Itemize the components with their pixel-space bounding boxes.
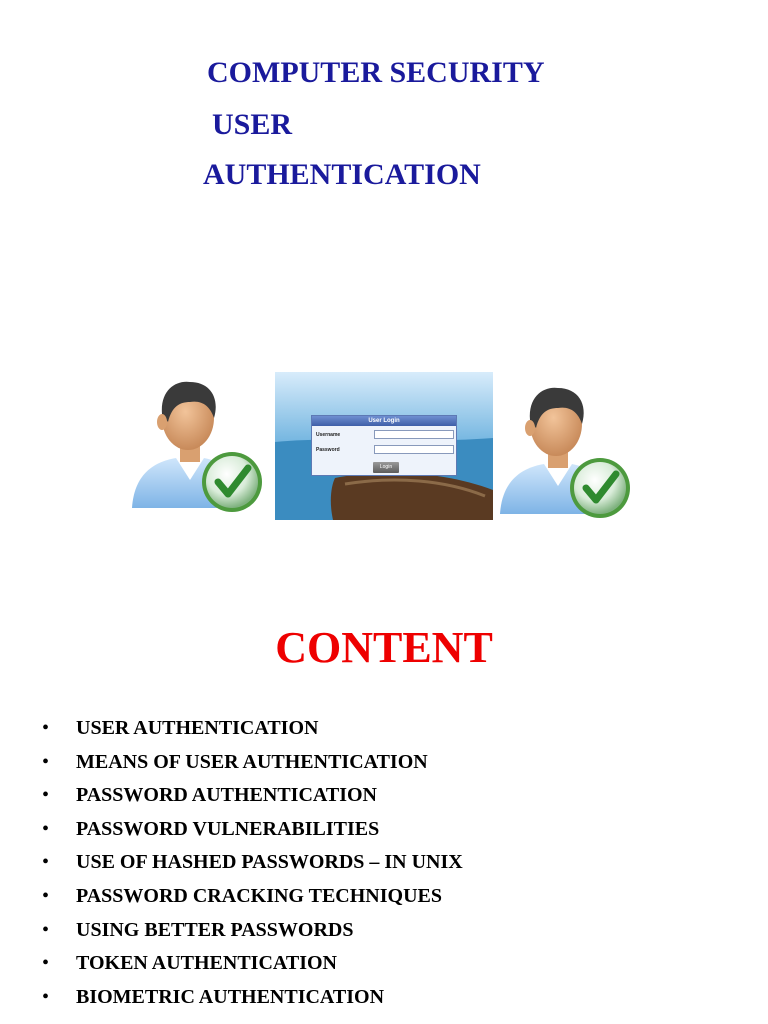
list-item-label: USE OF HASHED PASSWORDS – IN UNIX [76,851,463,874]
list-item-label: PASSWORD VULNERABILITIES [76,817,380,840]
authentication-illustration [0,370,768,525]
list-item-label: PASSWORD AUTHENTICATION [76,784,377,807]
list-item-label: MEANS OF USER AUTHENTICATION [76,750,428,773]
title-line-2: USER [212,108,293,141]
username-label: Username [316,432,341,438]
list-item-label: USING BETTER PASSWORDS [76,918,354,941]
bullet-icon: • [42,985,50,1008]
list-item-label: USER AUTHENTICATION [76,717,319,739]
login-dialog [311,415,457,476]
bullet-icon: • [42,750,50,773]
title-line-3: AUTHENTICATION [203,158,481,191]
bullet-icon: • [42,817,50,840]
title-line-1: COMPUTER SECURITY [207,56,545,89]
bullet-icon: • [42,851,50,874]
username-field [374,430,454,439]
list-item-label: TOKEN AUTHENTICATION [76,952,337,975]
list-item-label: BIOMETRIC AUTHENTICATION [76,985,385,1008]
login-button: Login [373,462,399,473]
password-label: Password [316,447,340,453]
bullet-icon: • [42,784,50,807]
bullet-icon: • [42,717,50,739]
bullet-icon: • [42,952,50,975]
login-screenshot [275,372,493,520]
list-item-label: PASSWORD CRACKING TECHNIQUES [76,884,442,907]
password-field [374,445,454,454]
login-dialog-title: User Login [312,416,456,426]
bullet-icon: • [42,884,50,907]
user-check-icon [128,376,268,516]
user-check-icon [496,382,636,522]
content-heading: CONTENT [275,623,493,672]
bullet-icon: • [42,918,50,941]
